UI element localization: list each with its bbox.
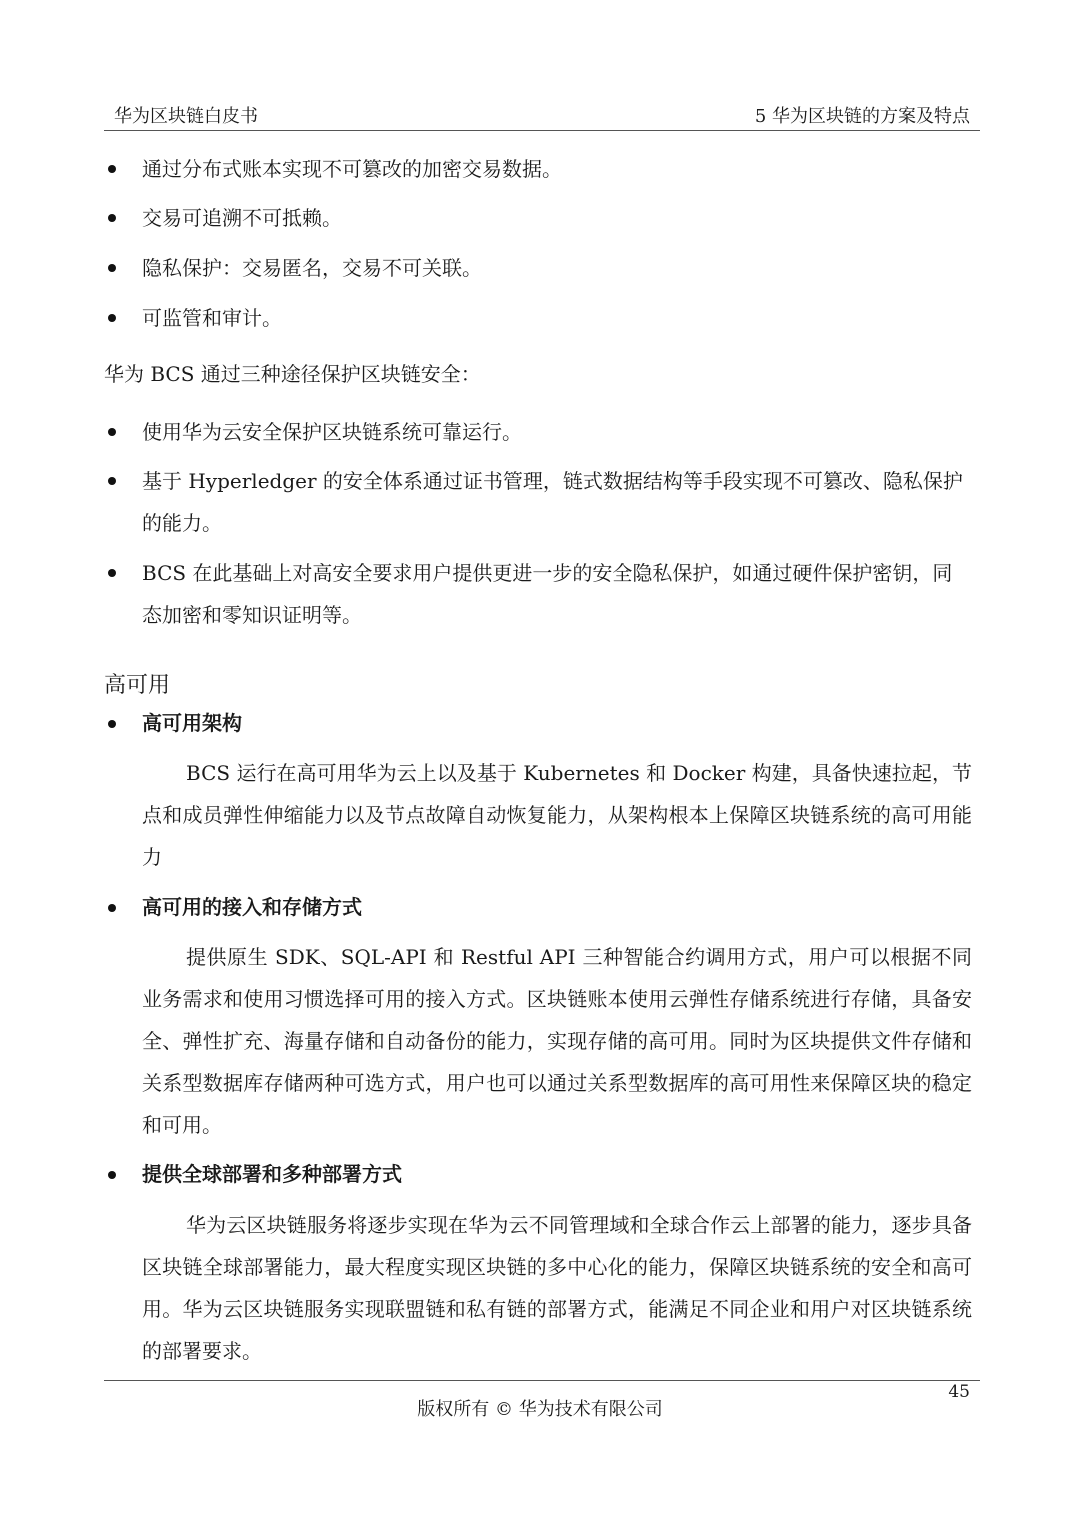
subsection-heading-text: 提供全球部署和多种部署方式 <box>142 1162 402 1186</box>
bullet-icon <box>108 569 116 577</box>
footer-divider <box>104 1380 980 1381</box>
subsection-body: 提供原生 SDK、SQL-API 和 Restful API 三种智能合约调用方式，用户可以根据不同业务需求和使用习惯选择可用的接入方式。区块链账本使用云弹性存储系统进行存储，具备安全、弹性扩充、海量存储和自动备份的能力，实现存储的高可用。同时为区块提供文件存储和关系型数据库存储两种可选方式，用户也可以通过关系型数据库的高可用性来保障区块的稳定和可用。 <box>142 945 972 1137</box>
copyright-notice: 版权所有 © 华为技术有限公司 <box>417 1399 663 1420</box>
section-title: 高可用 <box>104 673 171 698</box>
bullet-icon <box>108 428 116 436</box>
bullet-icon <box>108 214 116 222</box>
list-item-text: 交易可追溯不可抵赖。 <box>142 206 342 230</box>
page-header <box>104 104 980 131</box>
bullet-icon <box>108 477 116 485</box>
bullet-icon <box>108 165 116 173</box>
page-number: 45 <box>948 1382 970 1402</box>
subsection-heading-text: 高可用的接入和存储方式 <box>142 895 362 919</box>
intro-paragraph: 华为 BCS 通过三种途径保护区块链安全： <box>104 362 481 386</box>
bullet-icon <box>108 720 116 728</box>
header-chapter-title: 5 华为区块链的方案及特点 <box>754 106 970 127</box>
bullet-icon <box>108 314 116 322</box>
bullet-icon <box>108 904 116 912</box>
list-item-text: 隐私保护：交易匿名，交易不可关联。 <box>142 256 482 280</box>
subsection-body: BCS 运行在高可用华为云上以及基于 Kubernetes 和 Docker 构建，具备快速拉起，节点和成员弹性伸缩能力以及节点故障自动恢复能力，从架构根本上保障区块链系统的高可用能力 <box>142 761 972 869</box>
header-doc-title: 华为区块链白皮书 <box>114 106 258 127</box>
bullet-icon <box>108 1171 116 1179</box>
list-item-text: 基于 Hyperledger 的安全体系通过证书管理，链式数据结构等手段实现不可篡改、隐私保护的能力。 <box>142 469 963 535</box>
subsection-body: 华为云区块链服务将逐步实现在华为云不同管理域和全球合作云上部署的能力，逐步具备区块链全球部署能力，最大程度实现区块链的多中心化的能力，保障区块链系统的安全和高可用。华为云区块链服务实现联盟链和私有链的部署方式，能满足不同企业和用户对区块链系统的部署要求。 <box>142 1213 972 1363</box>
list-item-text: 通过分布式账本实现不可篡改的加密交易数据。 <box>142 157 562 181</box>
list-item-text: 使用华为云安全保护区块链系统可靠运行。 <box>142 420 522 444</box>
list-item-text: BCS 在此基础上对高安全要求用户提供更进一步的安全隐私保护，如通过硬件保护密钥，同态加密和零知识证明等。 <box>142 561 953 627</box>
subsection-heading-text: 高可用架构 <box>142 711 242 735</box>
list-item-text: 可监管和审计。 <box>142 306 282 330</box>
bullet-icon <box>108 264 116 272</box>
